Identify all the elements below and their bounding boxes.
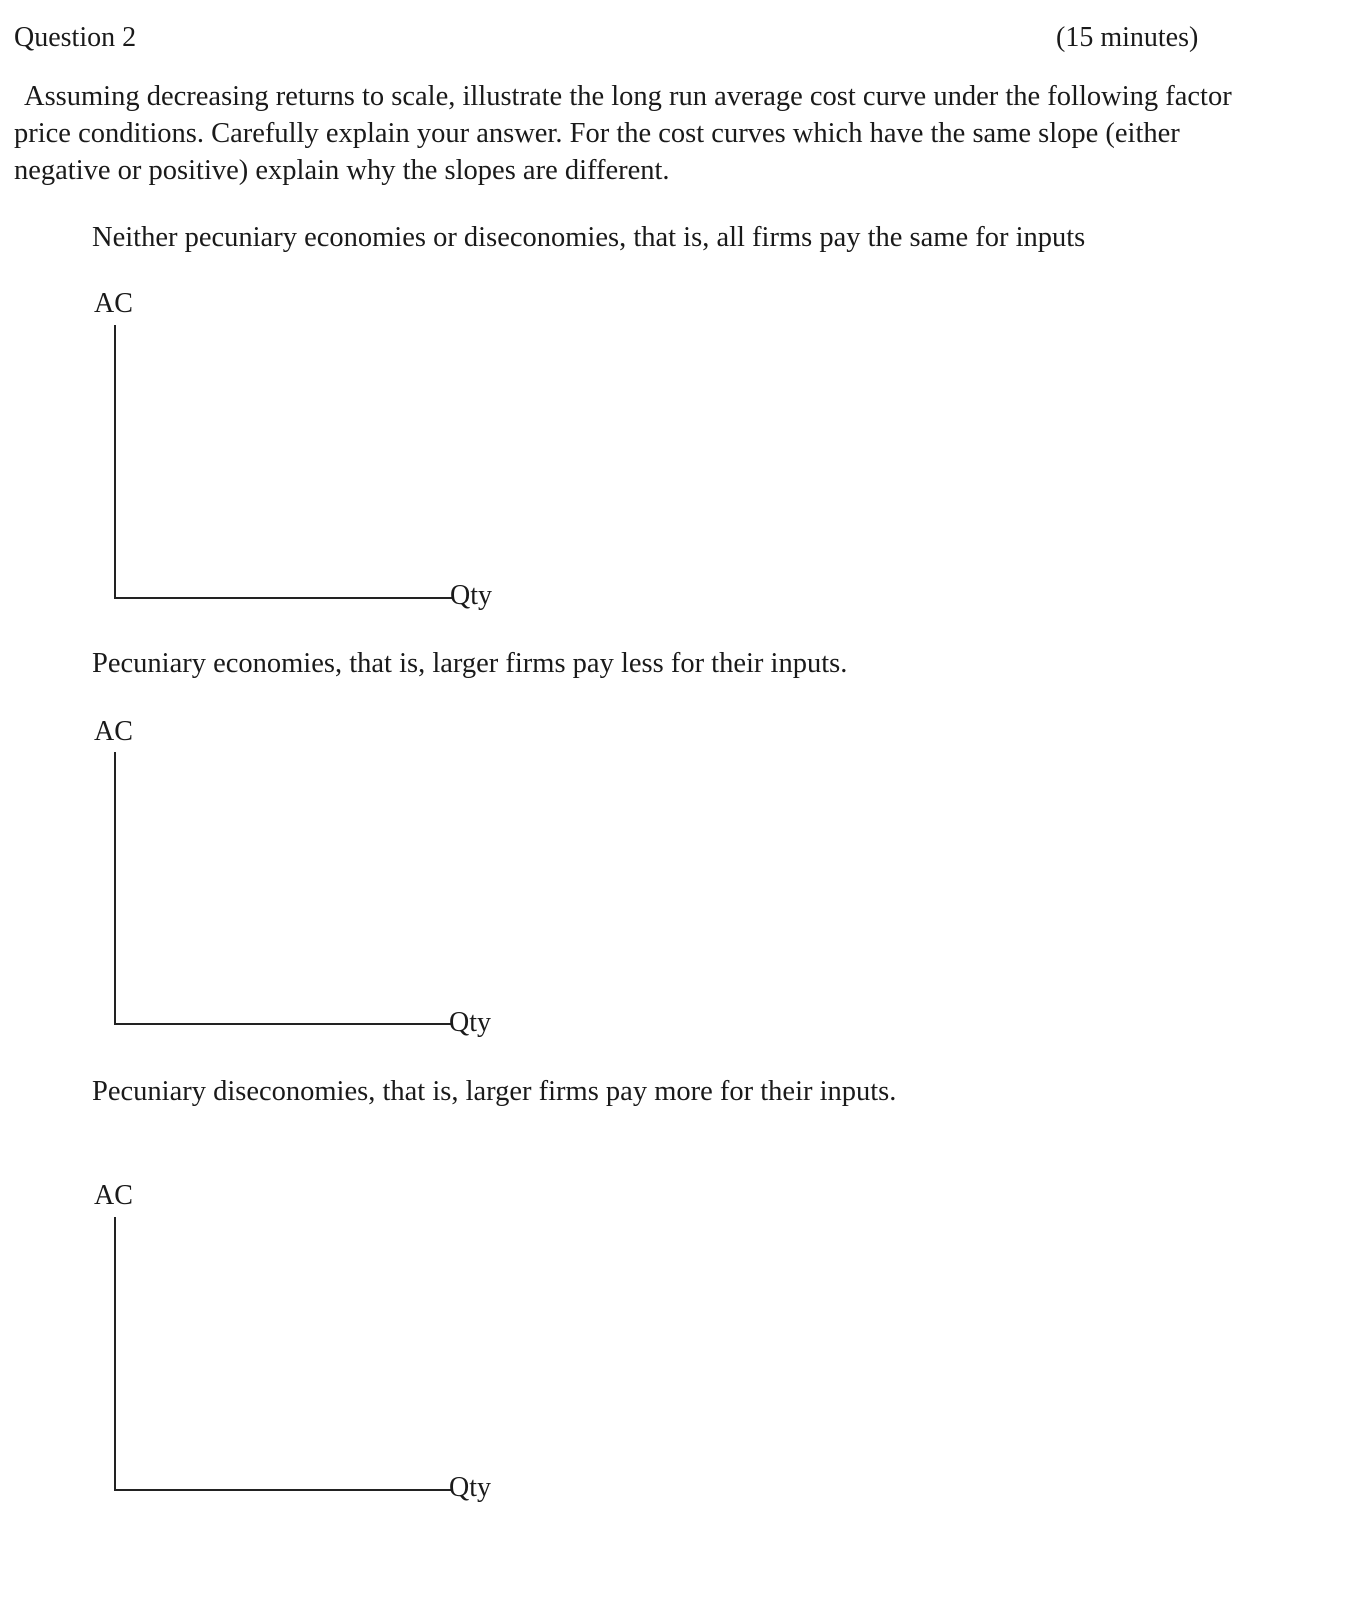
condition-economies: Pecuniary economies, that is, larger firms pay less for their inputs. xyxy=(92,648,848,679)
prompt-line: price conditions. Carefully explain your answer. For the cost curves which have the same slope (either xyxy=(14,118,1180,149)
y-axis-line[interactable] xyxy=(114,1217,116,1490)
x-axis-line[interactable] xyxy=(114,597,452,599)
x-axis-line[interactable] xyxy=(114,1489,451,1491)
prompt-line: Assuming decreasing returns to scale, illustrate the long run average cost curve under the following factor xyxy=(24,81,1232,112)
question-title: Question 2 xyxy=(14,22,137,53)
question-time-limit: (15 minutes) xyxy=(1056,22,1199,53)
x-axis-label: Qty xyxy=(449,1472,491,1503)
y-axis-label: AC xyxy=(94,288,133,319)
x-axis-label: Qty xyxy=(450,580,492,611)
question-prompt xyxy=(14,78,1334,189)
y-axis-line[interactable] xyxy=(114,325,116,598)
x-axis-line[interactable] xyxy=(114,1023,451,1025)
prompt-line: negative or positive) explain why the slopes are different. xyxy=(14,155,670,186)
y-axis-line[interactable] xyxy=(114,752,116,1024)
condition-diseconomies: Pecuniary diseconomies, that is, larger firms pay more for their inputs. xyxy=(92,1076,897,1107)
y-axis-label: AC xyxy=(94,1180,133,1211)
y-axis-label: AC xyxy=(94,716,133,747)
condition-neither: Neither pecuniary economies or diseconomies, that is, all firms pay the same for inputs xyxy=(92,222,1086,253)
x-axis-label: Qty xyxy=(449,1007,491,1038)
